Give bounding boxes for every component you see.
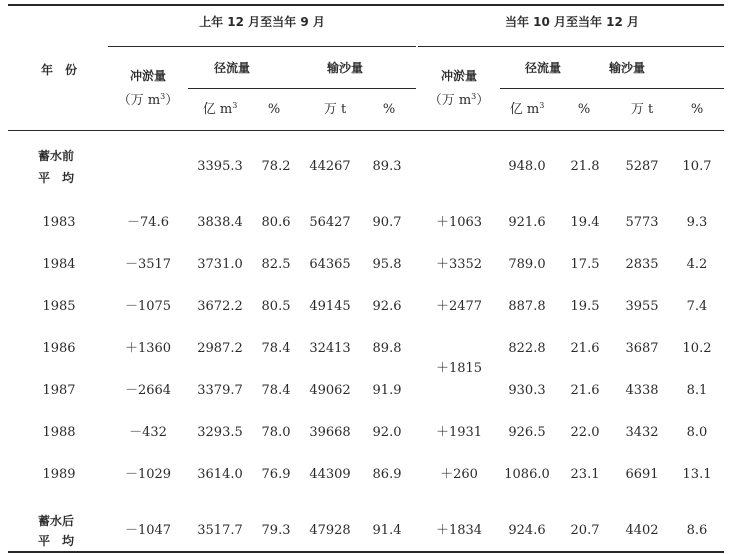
cell-sediment-1: 56427 <box>309 215 351 230</box>
cell-runoff-pct-1: 78.2 <box>261 159 291 174</box>
cell-runoff-2: 887.8 <box>508 299 546 314</box>
cell-runoff-pct-2: 19.4 <box>570 215 600 230</box>
cell-runoff-pct-2: 21.6 <box>570 383 600 398</box>
cell-runoff-2: 1086.0 <box>504 467 550 482</box>
group1-underline <box>108 46 416 47</box>
cell-runoff-pct-2: 21.8 <box>570 159 600 174</box>
sediment-header-1: 输沙量 <box>326 61 364 75</box>
cell-sediment-2: 5773 <box>625 215 659 230</box>
cell-sediment-pct-1: 91.4 <box>372 523 402 538</box>
cell-runoff-2: 926.5 <box>508 425 546 440</box>
cell-runoff-2: 930.3 <box>508 383 546 398</box>
cell-sediment-1: 49145 <box>309 299 351 314</box>
cell-scour-1: －1047 <box>124 523 172 538</box>
cell-sediment-pct-2: 8.0 <box>686 425 708 440</box>
cell-runoff-pct-1: 76.9 <box>261 467 291 482</box>
cell-runoff-pct-2: 20.7 <box>570 523 600 538</box>
cell-runoff-2: 948.0 <box>508 159 546 174</box>
row-year: 1989 <box>42 467 76 482</box>
group2-underline <box>418 46 724 47</box>
sediment-pct-header-2: % <box>690 102 704 117</box>
cell-sediment-pct-1: 89.8 <box>372 341 402 356</box>
cell-scour-2: ＋1931 <box>435 425 483 440</box>
sub1-underline <box>188 88 416 89</box>
sediment-unit-2: 万 t <box>630 102 654 117</box>
sediment-pct-header-1: % <box>382 102 396 117</box>
cell-scour-2-merged: ＋1815 <box>435 361 483 376</box>
cell-runoff-pct-1: 80.5 <box>261 299 291 314</box>
cell-runoff-pct-1: 80.6 <box>261 215 291 230</box>
runoff-header-1: 径流量 <box>213 61 251 75</box>
sediment-unit-1: 万 t <box>323 102 347 117</box>
runoff-pct-header-2: % <box>577 102 591 117</box>
row-year-label-line1: 蓄水前 <box>37 149 75 163</box>
cell-sediment-1: 49062 <box>309 383 351 398</box>
runoff-unit-2: 亿 $m^3$ <box>509 101 545 117</box>
row-year-label-line1: 蓄水后 <box>37 514 75 528</box>
cell-runoff-1: 3731.0 <box>197 257 243 272</box>
cell-runoff-pct-1: 78.4 <box>261 341 291 356</box>
cell-runoff-pct-2: 23.1 <box>570 467 600 482</box>
cell-sediment-pct-2: 7.4 <box>686 299 708 314</box>
row-year: 1987 <box>42 383 76 398</box>
cell-runoff-pct-2: 17.5 <box>570 257 600 272</box>
row-year-label-line2: 平 均 <box>37 534 75 548</box>
cell-scour-1: －432 <box>129 425 167 440</box>
cell-scour-1: －3517 <box>124 257 172 272</box>
cell-runoff-pct-1: 79.3 <box>261 523 291 538</box>
cell-sediment-pct-2: 9.3 <box>686 215 708 230</box>
row-year: 1985 <box>42 299 76 314</box>
cell-sediment-2: 3432 <box>625 425 659 440</box>
cell-runoff-1: 3379.7 <box>197 383 243 398</box>
cell-scour-2: ＋2477 <box>435 299 483 314</box>
cell-sediment-1: 44309 <box>309 467 351 482</box>
cell-sediment-pct-2: 8.6 <box>686 523 708 538</box>
cell-sediment-pct-1: 90.7 <box>372 215 402 230</box>
cell-scour-1: －1075 <box>124 299 172 314</box>
cell-runoff-pct-2: 19.5 <box>570 299 600 314</box>
cell-sediment-pct-2: 13.1 <box>682 467 712 482</box>
cell-scour-1: －74.6 <box>127 215 169 230</box>
year-column-header: 年 份 <box>40 63 78 77</box>
group2-title: 当年 10 月至当年 12 月 <box>504 15 640 29</box>
cell-runoff-2: 924.6 <box>508 523 546 538</box>
cell-sediment-1: 64365 <box>309 257 351 272</box>
scour-header-1: 冲淤量 <box>129 69 167 83</box>
cell-runoff-2: 789.0 <box>508 257 546 272</box>
cell-runoff-1: 3672.2 <box>197 299 243 314</box>
cell-scour-2: ＋3352 <box>435 257 483 272</box>
cell-sediment-pct-1: 91.9 <box>372 383 402 398</box>
cell-runoff-1: 3614.0 <box>197 467 243 482</box>
cell-runoff-1: 3517.7 <box>197 523 243 538</box>
row-year: 1983 <box>42 215 76 230</box>
cell-sediment-pct-1: 92.0 <box>372 425 402 440</box>
cell-runoff-1: 3293.5 <box>197 425 243 440</box>
cell-sediment-pct-1: 89.3 <box>372 159 402 174</box>
cell-sediment-pct-1: 86.9 <box>372 467 402 482</box>
cell-sediment-2: 4338 <box>625 383 659 398</box>
cell-runoff-2: 921.6 <box>508 215 546 230</box>
row-year-label-line2: 平 均 <box>37 171 75 185</box>
cell-runoff-1: 3838.4 <box>197 215 243 230</box>
sediment-header-2: 输沙量 <box>608 61 646 75</box>
cell-sediment-pct-2: 4.2 <box>686 257 708 272</box>
cell-sediment-1: 39668 <box>309 425 351 440</box>
row-year: 1988 <box>42 425 76 440</box>
cell-runoff-2: 822.8 <box>508 341 546 356</box>
cell-sediment-2: 6691 <box>625 467 659 482</box>
cell-sediment-pct-1: 95.8 <box>372 257 402 272</box>
cell-scour-1: －2664 <box>124 383 172 398</box>
cell-sediment-1: 47928 <box>309 523 351 538</box>
group1-title: 上年 12 月至当年 9 月 <box>199 15 325 29</box>
cell-sediment-pct-2: 10.2 <box>682 341 712 356</box>
cell-scour-1: ＋1360 <box>124 341 172 356</box>
row-year: 1986 <box>42 341 76 356</box>
cell-sediment-2: 3687 <box>625 341 659 356</box>
cell-runoff-pct-1: 78.0 <box>261 425 291 440</box>
cell-sediment-2: 2835 <box>625 257 659 272</box>
cell-runoff-pct-1: 78.4 <box>261 383 291 398</box>
runoff-pct-header-1: % <box>267 102 281 117</box>
top-rule <box>8 4 724 6</box>
cell-runoff-pct-1: 82.5 <box>261 257 291 272</box>
cell-sediment-1: 32413 <box>309 341 351 356</box>
cell-scour-2: ＋1834 <box>435 523 483 538</box>
cell-scour-2: ＋260 <box>440 467 478 482</box>
scour-header-2: 冲淤量 <box>440 69 478 83</box>
cell-sediment-1: 44267 <box>309 159 351 174</box>
cell-sediment-pct-2: 8.1 <box>686 383 708 398</box>
runoff-unit-1: 亿 $m^3$ <box>202 101 238 117</box>
cell-runoff-pct-2: 21.6 <box>570 341 600 356</box>
cell-scour-2: ＋1063 <box>435 215 483 230</box>
cell-runoff-1: 3395.3 <box>197 159 243 174</box>
cell-scour-1: －1029 <box>124 467 172 482</box>
cell-runoff-1: 2987.2 <box>197 341 243 356</box>
cell-sediment-2: 3955 <box>625 299 659 314</box>
runoff-header-2: 径流量 <box>524 61 562 75</box>
cell-sediment-2: 4402 <box>625 523 659 538</box>
cell-runoff-pct-2: 22.0 <box>570 425 600 440</box>
scour-unit-1: （万 $m^3$） <box>117 92 179 108</box>
cell-sediment-2: 5287 <box>625 159 659 174</box>
row-year: 1984 <box>42 257 76 272</box>
bottom-rule <box>8 551 724 553</box>
cell-sediment-pct-2: 10.7 <box>682 159 712 174</box>
scour-unit-2: （万 $m^3$） <box>428 92 490 108</box>
sub2-underline <box>500 88 724 89</box>
cell-sediment-pct-1: 92.6 <box>372 299 402 314</box>
header-bottom-rule <box>8 130 724 131</box>
